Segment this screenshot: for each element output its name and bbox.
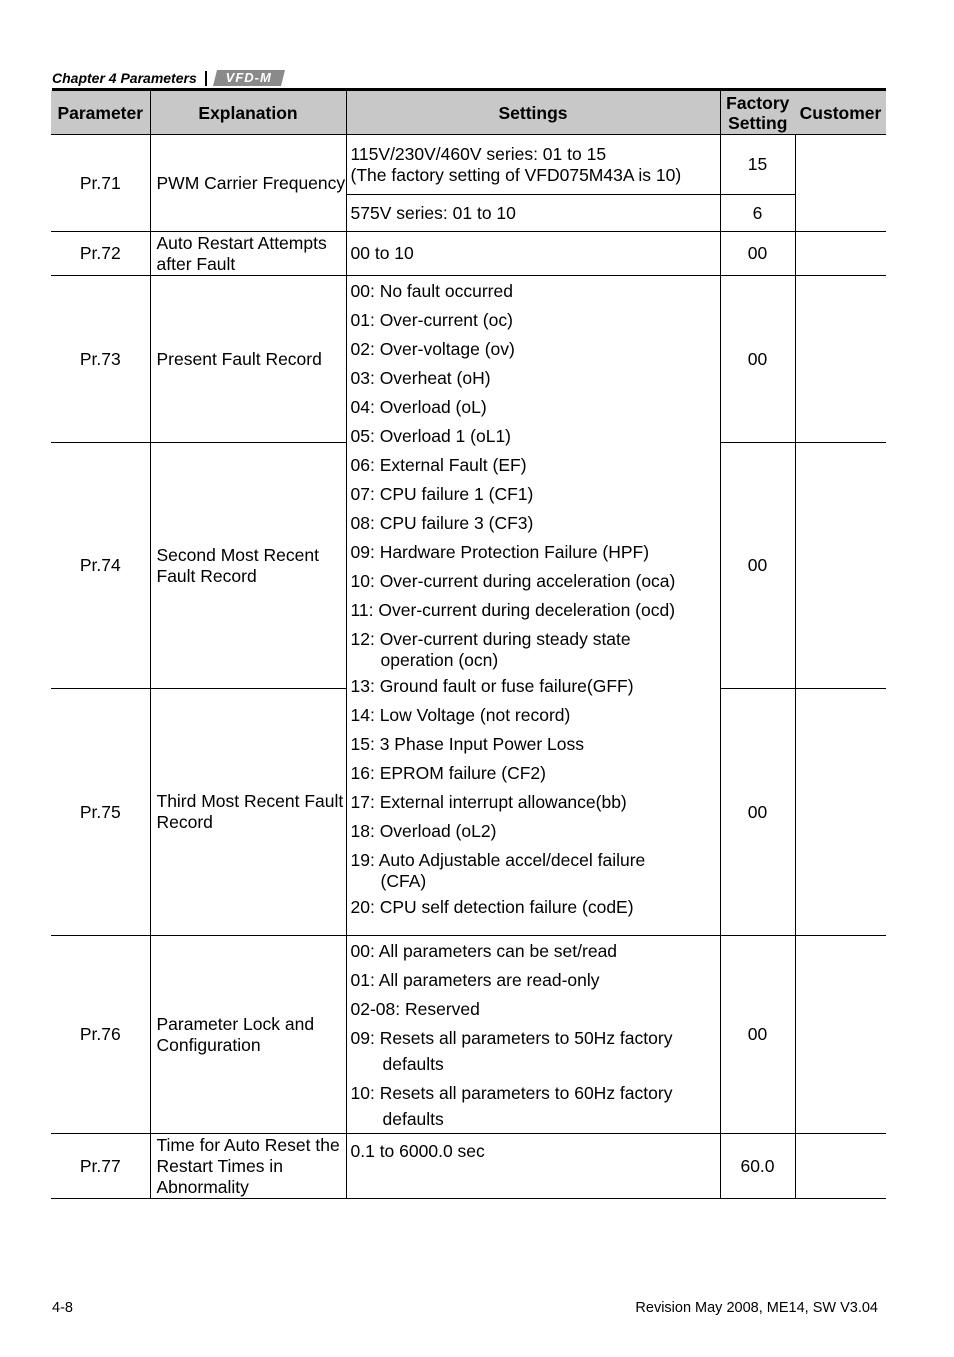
explanation-cell: Present Fault Record: [150, 276, 346, 443]
fault-code-item: 16: EPROM failure (CF2): [350, 763, 546, 783]
setting-item: 10: Resets all parameters to 60Hz factory: [350, 1083, 673, 1103]
fault-code-item: 08: CPU failure 3 (CF3): [350, 513, 534, 533]
explanation-cell: PWM Carrier Frequency: [150, 135, 346, 232]
setting-item: 09: Resets all parameters to 50Hz factory: [350, 1028, 673, 1048]
page-number: 4-8: [52, 1300, 73, 1316]
table-row: [51, 936, 886, 1134]
setting-list: [351, 936, 720, 1133]
customer-cell: [795, 936, 886, 1134]
param-cell: Pr.74: [51, 443, 150, 689]
fault-code-item: 13: Ground fault or fuse failure(GFF): [350, 676, 634, 696]
param-cell: Pr.71: [51, 135, 150, 232]
parameter-table: [51, 91, 886, 1199]
factory-cell: 00: [720, 936, 795, 1134]
setting-item: 00: All parameters can be set/read: [350, 941, 618, 961]
factory-cell: 00: [720, 443, 795, 689]
col-header-explanation: Explanation: [150, 91, 346, 135]
explanation-cell: Parameter Lock and Configuration: [150, 936, 346, 1134]
col-header-factory-setting: [720, 91, 795, 135]
fault-code-item: 11: Over-current during deceleration (ocd): [350, 600, 676, 620]
explanation-cell: Auto Restart Attempts after Fault: [150, 232, 346, 276]
param-cell: Pr.76: [51, 936, 150, 1134]
settings-cell: [346, 936, 720, 1134]
setting-item: 01: All parameters are read-only: [350, 970, 600, 990]
fault-code-item: 17: External interrupt allowance(bb): [350, 792, 627, 812]
col-header-customer: Customer: [795, 91, 886, 135]
setting-item-continued: defaults: [382, 1109, 444, 1129]
settings-cell: 575V series: 01 to 10: [346, 195, 720, 232]
fault-code-item-continued: (CFA): [380, 871, 427, 891]
fault-code-item: 20: CPU self detection failure (codE): [350, 897, 634, 917]
fault-code-item: 14: Low Voltage (not record): [350, 705, 571, 725]
table-row: [51, 276, 886, 443]
vfd-m-logo: [213, 70, 285, 86]
factory-cell: 00: [720, 232, 795, 276]
customer-cell: [795, 1134, 886, 1199]
settings-cell: 00 to 10: [346, 232, 720, 276]
setting-line: (The factory setting of VFD075M43A is 10): [350, 164, 682, 185]
param-cell: Pr.75: [51, 689, 150, 936]
param-cell: Pr.77: [51, 1134, 150, 1199]
fault-code-item: 19: Auto Adjustable accel/decel failure: [350, 850, 646, 870]
factory-cell: 60.0: [720, 1134, 795, 1199]
customer-cell: [795, 232, 886, 276]
table-header-row: [51, 91, 886, 135]
factory-header-line2: Setting: [728, 112, 788, 133]
fault-code-item: 04: Overload (oL): [350, 397, 487, 417]
customer-cell: [795, 135, 886, 232]
setting-item-continued: defaults: [382, 1054, 444, 1074]
customer-cell: [795, 689, 886, 936]
fault-code-item: 06: External Fault (EF): [350, 455, 527, 475]
fault-code-item: 05: Overload 1 (oL1): [350, 426, 512, 446]
factory-cell: 6: [720, 195, 795, 232]
param-cell: Pr.72: [51, 232, 150, 276]
revision-info: Revision May 2008, ME14, SW V3.04: [635, 1300, 878, 1316]
table-row: [51, 1134, 886, 1199]
settings-cell: [346, 135, 720, 195]
fault-code-list: [351, 276, 720, 921]
factory-header-line1: Factory: [726, 92, 790, 113]
page-header: [52, 68, 285, 88]
factory-cell: 00: [720, 276, 795, 443]
header-divider: [205, 71, 207, 86]
fault-code-item: 01: Over-current (oc): [350, 310, 513, 330]
fault-code-item: 02: Over-voltage (ov): [350, 339, 515, 359]
fault-code-item: 00: No fault occurred: [350, 281, 513, 301]
col-header-parameter: Parameter: [51, 91, 150, 135]
fault-code-item: 03: Overheat (oH): [350, 368, 491, 388]
fault-code-item: 10: Over-current during acceleration (oca): [350, 571, 676, 591]
factory-cell: 00: [720, 689, 795, 936]
fault-code-item: 18: Overload (oL2): [350, 821, 497, 841]
fault-code-item: 09: Hardware Protection Failure (HPF): [350, 542, 650, 562]
explanation-cell: Third Most Recent Fault Record: [150, 689, 346, 936]
factory-cell: 15: [720, 135, 795, 195]
setting-item: 02-08: Reserved: [350, 999, 480, 1019]
table-row: [51, 232, 886, 276]
customer-cell: [795, 276, 886, 443]
chapter-title: Chapter 4 Parameters: [52, 70, 197, 86]
fault-code-item-continued: operation (ocn): [380, 650, 499, 670]
fault-code-item: 07: CPU failure 1 (CF1): [350, 484, 534, 504]
fault-codes-cell: [346, 276, 720, 936]
table-row: [51, 135, 886, 195]
fault-code-item: 15: 3 Phase Input Power Loss: [350, 734, 584, 754]
col-header-settings: Settings: [346, 91, 720, 135]
setting-line: 115V/230V/460V series: 01 to 15: [350, 143, 607, 164]
param-cell: Pr.73: [51, 276, 150, 443]
explanation-cell: Time for Auto Reset the Restart Times in Abnormality: [150, 1134, 346, 1199]
logo-text: VFD-M: [225, 70, 272, 85]
customer-cell: [795, 443, 886, 689]
settings-cell: 0.1 to 6000.0 sec: [346, 1134, 720, 1199]
explanation-cell: Second Most Recent Fault Record: [150, 443, 346, 689]
fault-code-item: 12: Over-current during steady state: [350, 629, 631, 649]
